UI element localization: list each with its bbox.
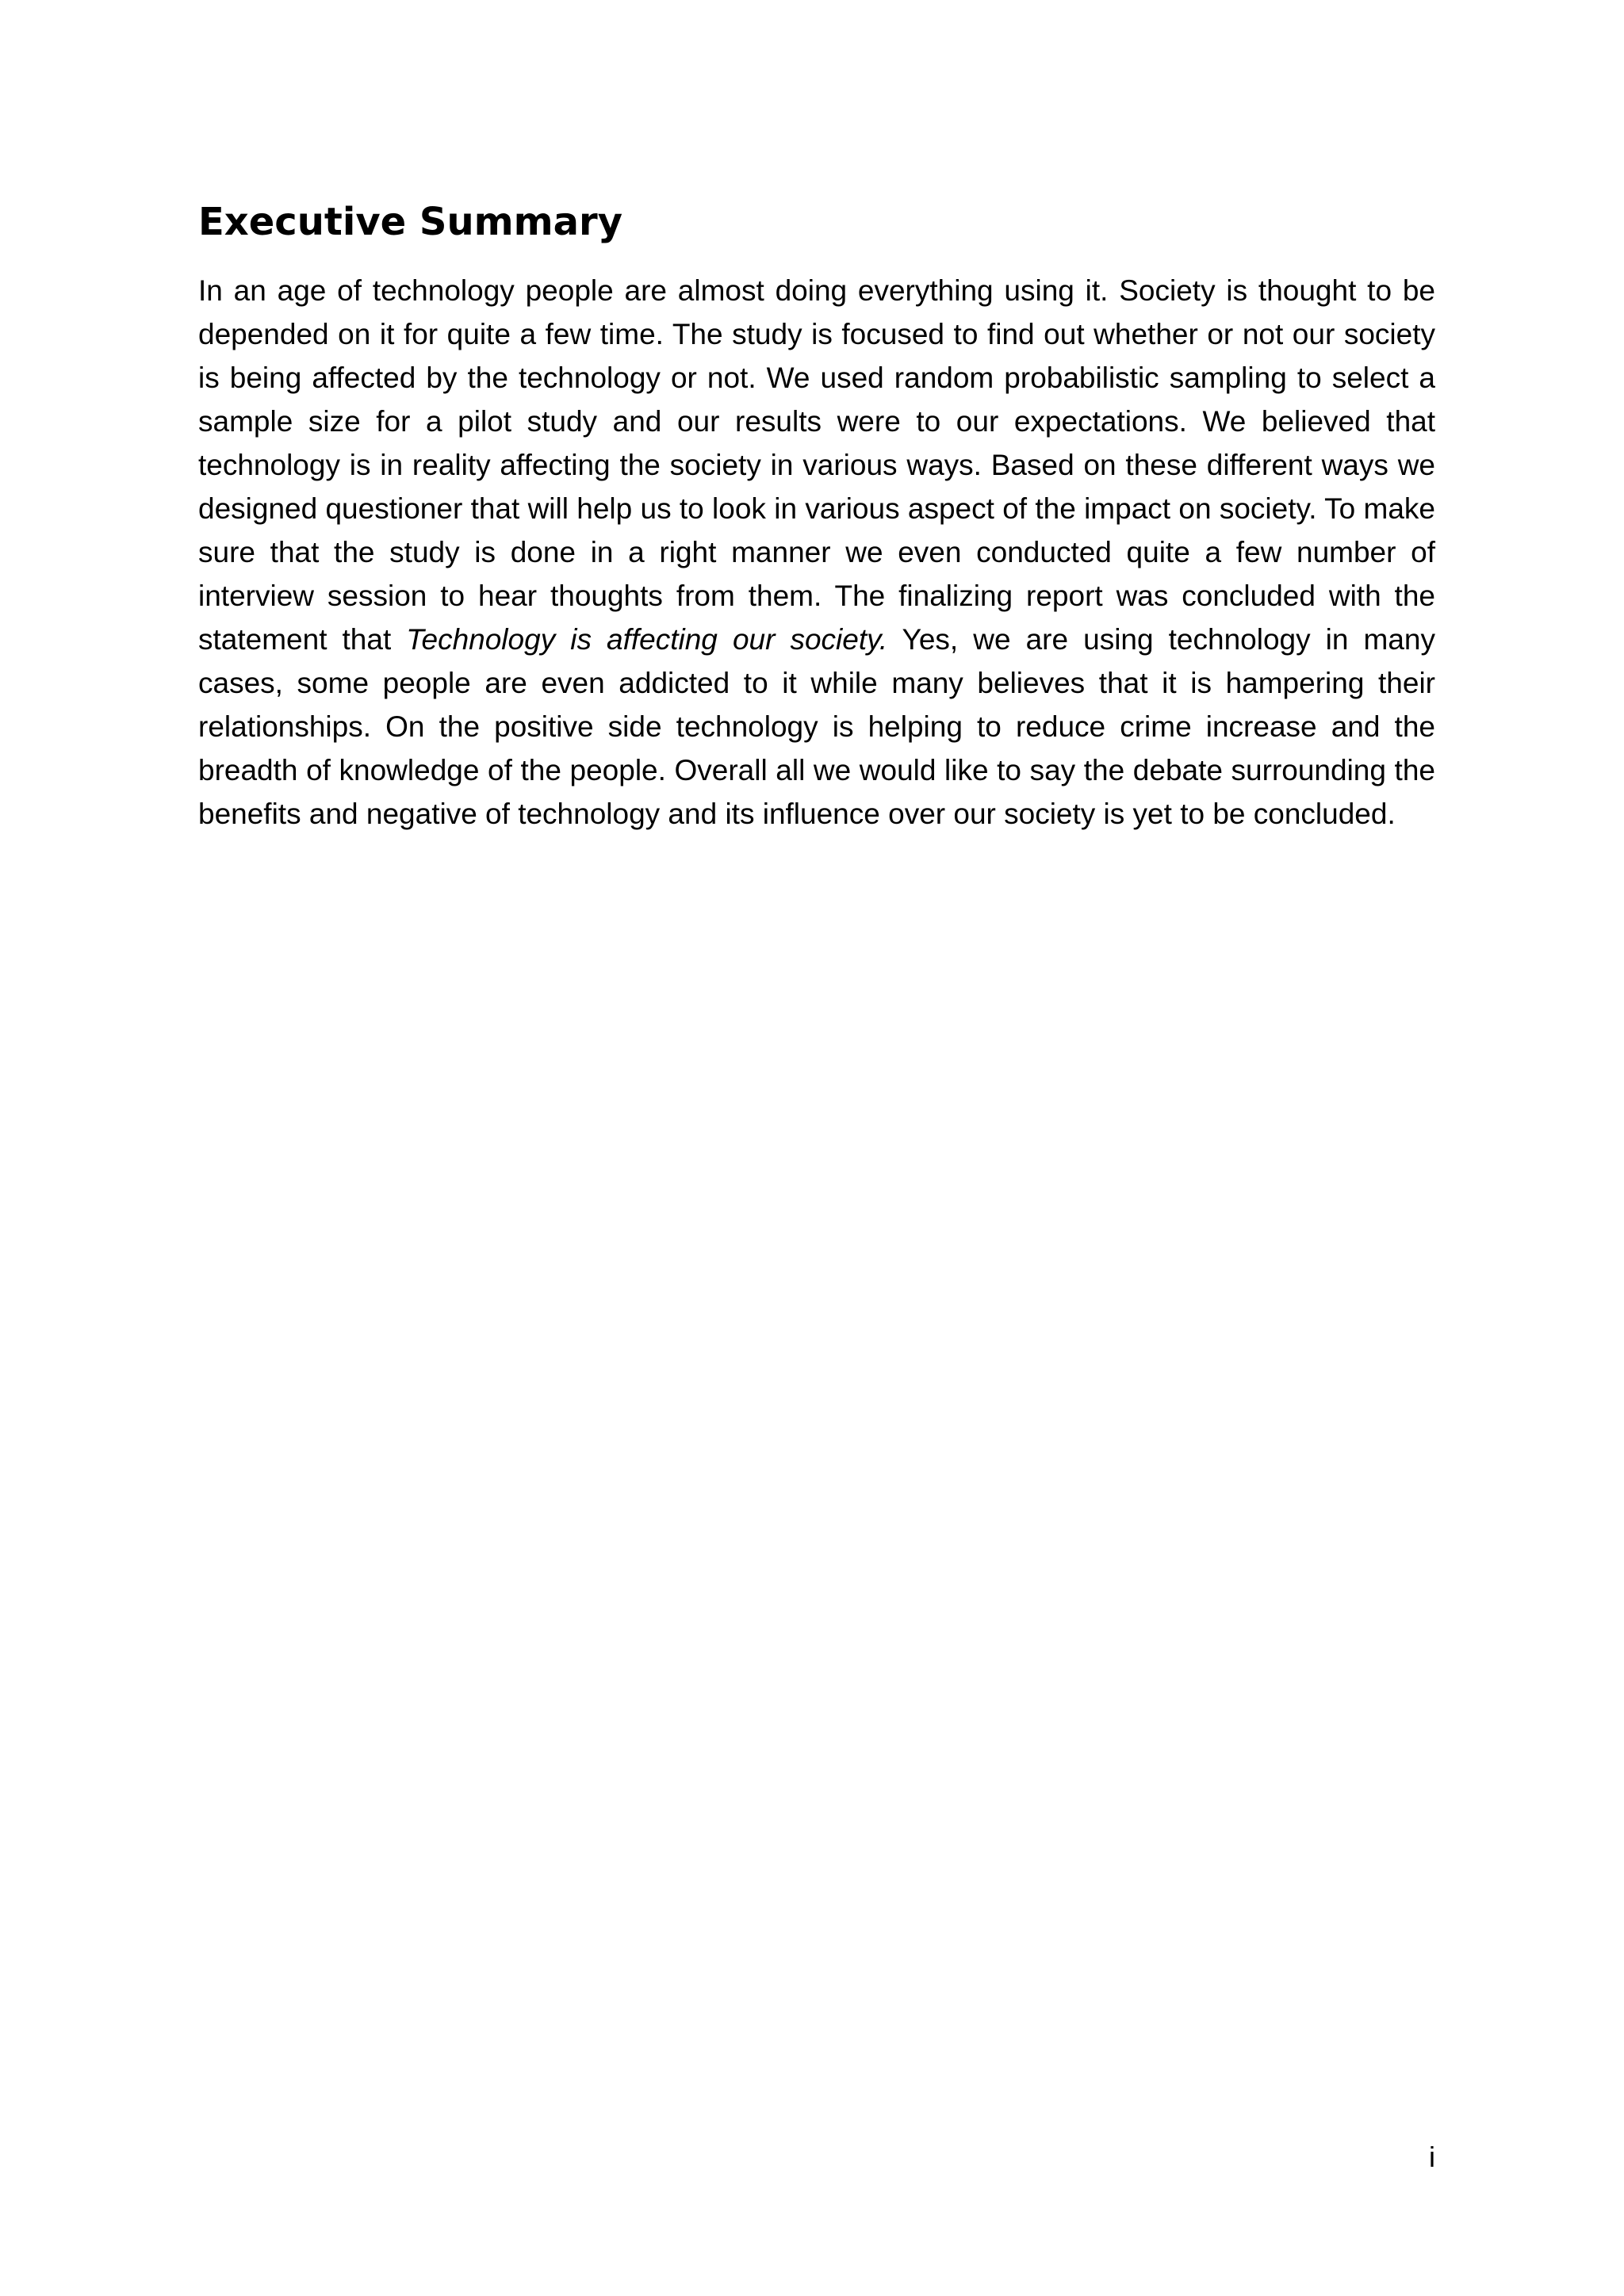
section-heading: Executive Summary bbox=[198, 200, 623, 244]
summary-text-end: Yes, we are using technology in many cases, some people are even addicted to it while many believes that it is hampering their relationships. On the positive side technology is helping to reduce crime increase and the breadth of knowledge of the people. Overall all we would like to say the debate surrounding the benefits and negative of technology and its influence over our society is yet to be concluded. bbox=[198, 623, 1435, 830]
page-number: i bbox=[1429, 2141, 1435, 2173]
summary-paragraph bbox=[198, 269, 1435, 836]
summary-text-start: In an age of technology people are almost doing everything using it. Society is thought to be depended on it for quite a few time. The study is focused to find out whether or not our society is being affected by the technology or not. We used random probabilistic sampling to select a sample size for a pilot study and our results were to our expectations. We believed that technology is in reality affecting the society in various ways. Based on these different ways we designed questioner that will help us to look in various aspect of the impact on society. To make sure that the study is done in a right manner we even conducted quite a few number of interview session to hear thoughts from them. The finalizing report was concluded with the statement that bbox=[198, 274, 1435, 656]
summary-emphasis: Technology is affecting our society. bbox=[406, 623, 888, 656]
